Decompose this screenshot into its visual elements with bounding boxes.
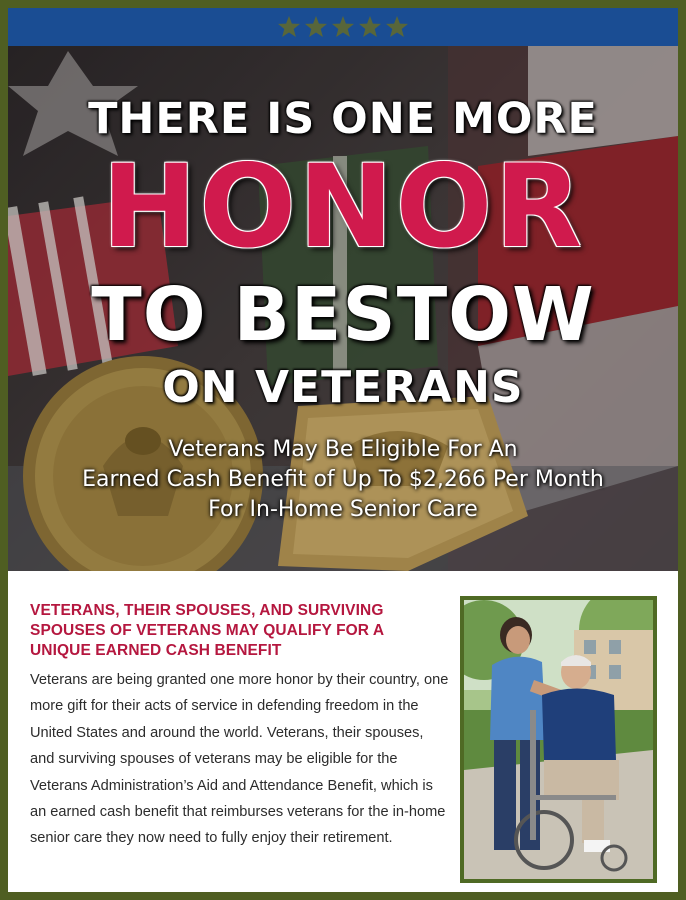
subtitle-line-3: For In-Home Senior Care	[208, 497, 478, 522]
headline-line-1: THERE IS ONE MORE	[88, 94, 598, 144]
subtitle-line-1: Veterans May Be Eligible For An	[168, 437, 518, 462]
photo-frame	[460, 596, 657, 883]
star-icon	[277, 15, 301, 39]
header-bar	[8, 8, 678, 46]
star-icon	[385, 15, 409, 39]
star-row	[277, 15, 409, 39]
star-icon	[304, 15, 328, 39]
headline-line-4: ON VETERANS	[162, 362, 524, 413]
page-frame	[8, 8, 678, 892]
headline-line-3: TO BESTOW	[91, 272, 595, 358]
star-icon	[358, 15, 382, 39]
hero-banner	[8, 46, 678, 571]
headline-honor: HONOR	[101, 140, 585, 273]
article-body: Veterans are being granted one more honor by their country, one more gift for their acts of service in defending freedom in the United States and around the world. Veterans, their spouses, and surviving spouses of veterans may be eligible for the Veterans Administration’s Aid and Attendance Benefit, which is an earned cash benefit that reimburses veterans for the in-home senior care they now need to fully enjoy their retirement.	[30, 672, 449, 847]
hero-headline	[8, 46, 678, 571]
caregiver-with-veteran-in-wheelchair-image	[464, 600, 653, 879]
caregiver-veteran-photo	[464, 600, 653, 879]
article-section	[8, 571, 678, 892]
star-icon	[331, 15, 355, 39]
article-heading: VETERANS, THEIR SPOUSES, AND SURVIVING SPOUSES OF VETERANS MAY QUALIFY FOR A UNIQUE EARNED CASH BENEFIT	[30, 602, 384, 659]
subtitle-line-2: Earned Cash Benefit of Up To $2,266 Per Month	[82, 467, 604, 492]
